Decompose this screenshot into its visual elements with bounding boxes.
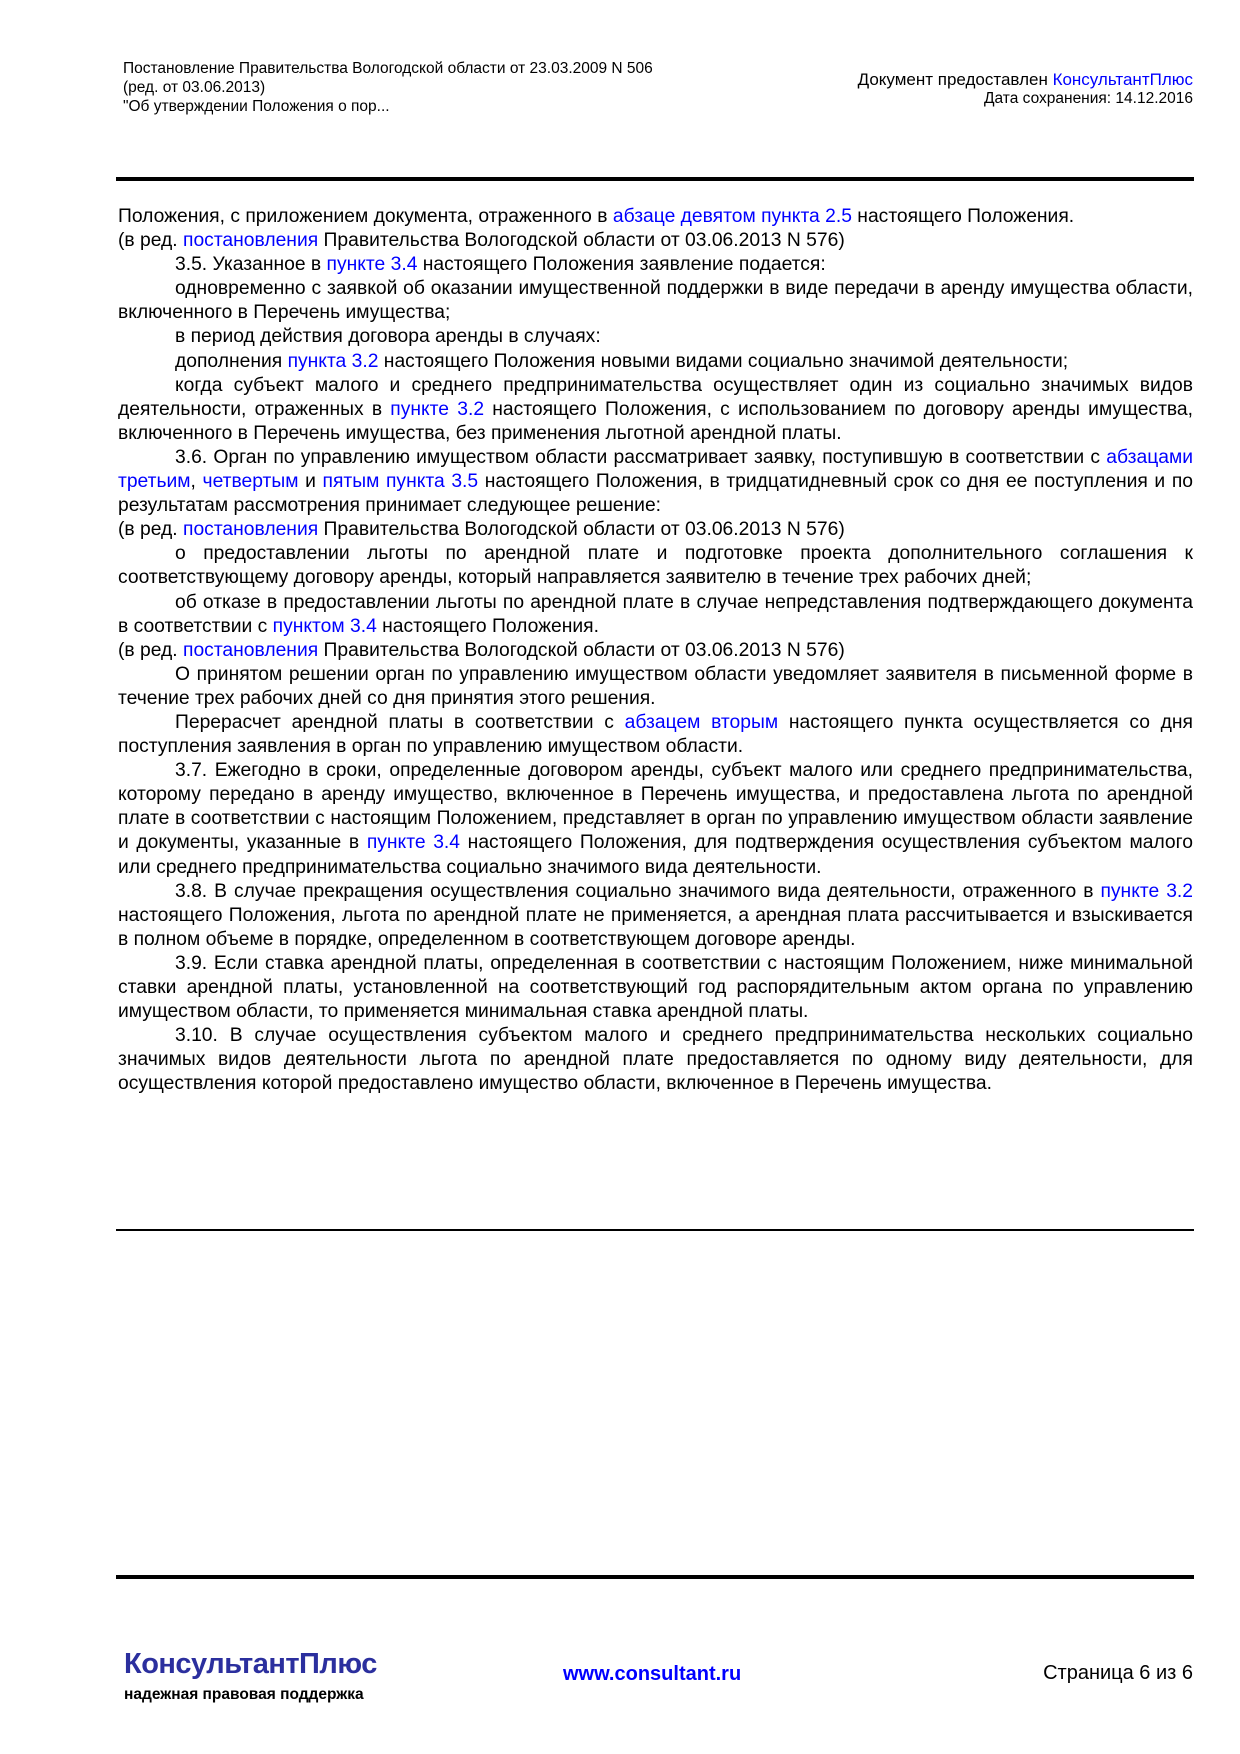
- save-date: Дата сохранения: 14.12.2016: [984, 90, 1193, 107]
- paragraph-text: (в ред.: [118, 639, 184, 661]
- paragraph-text: Правительства Вологодской области от 03.06.2013 N 576): [318, 519, 845, 541]
- reference-link[interactable]: абзацами третьим: [118, 446, 1193, 493]
- paragraph: [118, 759, 1193, 879]
- paragraph-text: 3.9. Если ставка арендной платы, определенная в соответствии с настоящим Положением, ниже минимальной ставки арендной платы, установленной на соответствующий год распорядительным актом органа по управлению имуществом области, то применяется минимальная ставка арендной платы.: [118, 952, 1193, 1023]
- paragraph-text: о предоставлении льготы по арендной плате и подготовке проекта дополнительного соглашения к соответствующему договору аренды, который направляется заявителю в течение трех рабочих дней;: [118, 543, 1193, 589]
- paragraph: [118, 253, 1193, 277]
- paragraph-text: 3.10. В случае осуществления субъектом малого и среднего предпринимательства нескольких социально значимых видов деятельности льгота по арендной плате предоставляется по одному виду деятельности, для осуществления которой предоставлено имущество области, включенное в Перечень имущества.: [118, 1025, 1193, 1095]
- reference-link[interactable]: постановления: [183, 639, 319, 661]
- paragraph: [118, 639, 1193, 663]
- reference-link[interactable]: пункте 3.4: [326, 254, 418, 276]
- paragraph-text: когда субъект малого и среднего предпринимательства осуществляет один из социально значимых видов деятельности, отраженных в: [118, 374, 1193, 420]
- paragraph-text: и: [298, 471, 323, 493]
- paragraph: [118, 542, 1193, 590]
- paragraph-text: настоящего Положения заявление подается:: [417, 254, 826, 276]
- paragraph-text: настоящего Положения, в тридцатидневный срок со дня ее поступления и по результатам рассмотрения принимает следующее решение:: [118, 471, 1193, 517]
- provided-label: Документ предоставлен: [857, 70, 1053, 89]
- paragraph-text: об отказе в предоставлении льготы по арендной плате в случае непредставления подтверждающего документа в соответствии с: [118, 591, 1193, 637]
- reference-link[interactable]: четвертым: [202, 471, 299, 493]
- paragraph: [118, 446, 1193, 518]
- logo-slogan: надежная правовая поддержка: [124, 1686, 364, 1703]
- paragraph-text: дополнения: [175, 350, 288, 372]
- paragraph: [118, 1024, 1193, 1096]
- paragraph: [118, 325, 1193, 349]
- paragraph-text: Правительства Вологодской области от 03.06.2013 N 576): [318, 230, 845, 252]
- document-body: [118, 205, 1193, 1096]
- paragraph: [118, 205, 1193, 229]
- paragraph-text: настоящего Положения, для подтверждения осуществления субъектом малого или среднего предпринимательства социально значимого вида деятельности.: [118, 832, 1193, 878]
- reference-link[interactable]: пункта 3.2: [287, 350, 379, 372]
- footer-divider: [116, 1575, 1194, 1579]
- header-line: (ред. от 03.06.2013): [123, 79, 266, 96]
- paragraph-text: 3.7. Ежегодно в сроки, определенные договором аренды, субъект малого или среднего предпринимательства, которому передано в аренду имущество, включенное в Перечень имущества, и предоставлена льгота по арендной плате в соответствии с настоящим Положением, представляет в орган по управлению имуществом области заявление и документы, указанные в: [118, 760, 1193, 854]
- paragraph-text: ,: [190, 471, 203, 493]
- consultant-link[interactable]: КонсультантПлюс: [1052, 70, 1193, 89]
- reference-link[interactable]: пункте 3.2: [1100, 880, 1193, 902]
- header-line: Постановление Правительства Вологодской области от 23.03.2009 N 506: [123, 60, 653, 77]
- paragraph: [118, 229, 1193, 253]
- paragraph-text: Положения, с приложением документа, отраженного в: [118, 206, 613, 227]
- document-header-title: [123, 59, 653, 116]
- reference-link[interactable]: пункте 3.2: [390, 398, 485, 420]
- paragraph: [118, 374, 1193, 446]
- page-number: Страница 6 из 6: [1043, 1662, 1193, 1684]
- paragraph-text: 3.5. Указанное в: [175, 254, 327, 276]
- paragraph: [118, 350, 1193, 374]
- paragraph-text: настоящего пункта осуществляется со дня поступления заявления в орган по управлению имуществом области.: [118, 711, 1193, 758]
- reference-link[interactable]: пятым пункта 3.5: [322, 471, 479, 493]
- paragraph-text: настоящего Положения, с использованием по договору аренды имущества, включенного в Перечень имущества, без применения льготной арендной платы.: [118, 398, 1194, 444]
- paragraph: [118, 518, 1193, 542]
- consultant-logo: КонсультантПлюс: [124, 1648, 377, 1680]
- paragraph: [118, 952, 1193, 1024]
- paragraph-text: одновременно с заявкой об оказании имущественной поддержки в виде передачи в аренду имущества области, включенного в Перечень имущества;: [118, 278, 1193, 324]
- document-provider: [858, 70, 1193, 108]
- paragraph-text: (в ред.: [118, 519, 184, 541]
- paragraph: [118, 880, 1193, 952]
- reference-link[interactable]: абзаце девятом пункта 2.5: [612, 206, 852, 227]
- paragraph-text: 3.6. Орган по управлению имуществом области рассматривает заявку, поступившую в соответствии с: [175, 446, 1107, 468]
- reference-link[interactable]: пункте 3.4: [366, 832, 461, 854]
- reference-link[interactable]: постановления: [183, 519, 319, 541]
- paragraph-text: О принятом решении орган по управлению имуществом области уведомляет заявителя в письменной форме в течение трех рабочих дней со дня принятия этого решения.: [118, 663, 1193, 709]
- header-line: "Об утверждении Положения о пор...: [123, 98, 390, 115]
- paragraph-text: (в ред.: [118, 230, 184, 252]
- paragraph: [118, 663, 1193, 711]
- paragraph-text: 3.8. В случае прекращения осуществления социально значимого вида деятельности, отраженного в: [175, 880, 1101, 902]
- paragraph-text: Перерасчет арендной платы в соответствии с: [175, 711, 625, 733]
- paragraph: [118, 711, 1193, 759]
- header-divider: [116, 177, 1194, 181]
- paragraph-text: настоящего Положения.: [376, 615, 599, 637]
- reference-link[interactable]: постановления: [183, 230, 319, 252]
- paragraph-text: настоящего Положения, льгота по арендной плате не применяется, а арендная плата рассчитывается и взыскивается в полном объеме в порядке, определенном в соответствующем договоре аренды.: [118, 904, 1193, 950]
- reference-link[interactable]: пунктом 3.4: [272, 615, 377, 637]
- paragraph: [118, 591, 1193, 639]
- website-link[interactable]: www.consultant.ru: [563, 1663, 742, 1685]
- paragraph-text: настоящего Положения новыми видами социально значимой деятельности;: [378, 350, 1069, 372]
- paragraph-text: настоящего Положения.: [851, 206, 1075, 227]
- content-end-divider: [116, 1229, 1194, 1231]
- paragraph-text: в период действия договора аренды в случаях:: [175, 326, 601, 348]
- reference-link[interactable]: абзацем вторым: [624, 711, 779, 733]
- paragraph: [118, 277, 1193, 325]
- paragraph-text: Правительства Вологодской области от 03.06.2013 N 576): [318, 639, 845, 661]
